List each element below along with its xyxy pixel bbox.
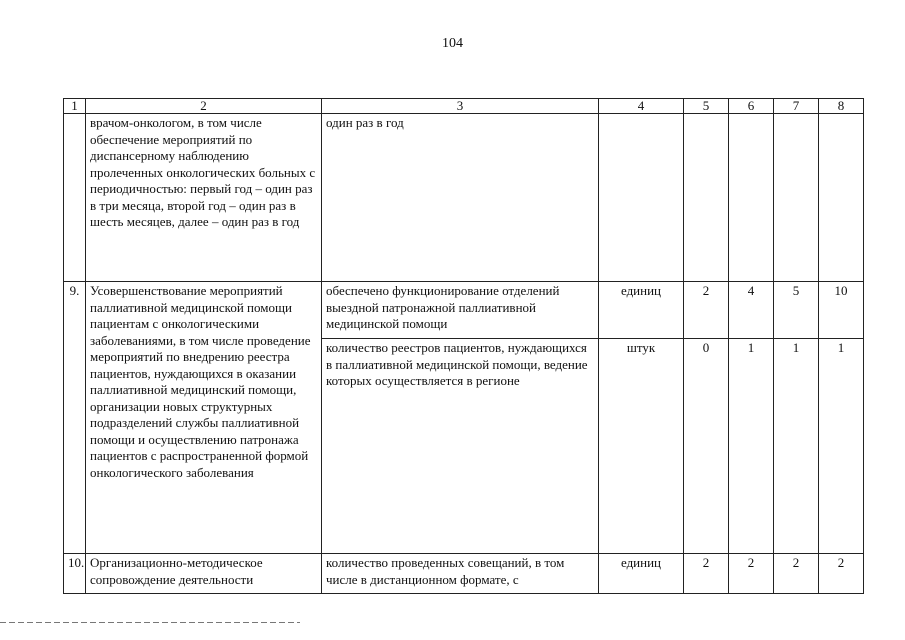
value-cell: 2 — [729, 554, 774, 594]
value-cell — [684, 114, 729, 282]
value-cell — [729, 114, 774, 282]
header-cell: 1 — [64, 99, 86, 114]
header-cell: 7 — [774, 99, 819, 114]
unit-cell: единиц — [599, 282, 684, 339]
header-cell: 3 — [322, 99, 599, 114]
unit-cell: единиц — [599, 554, 684, 594]
indicator-cell: обеспечено функционирование отделений выездной патронажной паллиативной медицинской помощи — [322, 282, 599, 339]
page-number: 104 — [442, 36, 463, 51]
value-cell: 1 — [729, 339, 774, 554]
value-cell: 0 — [684, 339, 729, 554]
value-cell: 10 — [819, 282, 864, 339]
table-header-row — [64, 99, 864, 114]
table-row — [64, 554, 864, 594]
value-cell: 1 — [819, 339, 864, 554]
task-cell: Организационно-методическое сопровождение деятельности — [86, 554, 322, 594]
row-number: 10. — [64, 554, 86, 594]
value-cell — [819, 114, 864, 282]
value-cell: 4 — [729, 282, 774, 339]
value-cell: 2 — [684, 554, 729, 594]
unit-cell — [599, 114, 684, 282]
task-cell: Усовершенствование мероприятий паллиативной медицинской помощи пациентам с онкологическими заболеваниями, в том числе проведение мероприятий по внедрению реестра пациентов, нуждающихся в оказании паллиативной медицинский помощи, организации новых структурных подразделений службы паллиативной помощи и осуществлению патронажа пациентов с распространенной формой онкологического заболевания — [86, 282, 322, 554]
row-number: 9. — [64, 282, 86, 554]
task-cell: врачом-онкологом, в том числе обеспечение мероприятий по диспансерному наблюдению пролеченных онкологических больных с периодичностью: первый год – один раз в три месяца, второй год – один раз в шесть месяцев, далее – один раз в год — [86, 114, 322, 282]
value-cell: 2 — [684, 282, 729, 339]
header-cell: 2 — [86, 99, 322, 114]
indicator-table — [63, 98, 864, 594]
value-cell: 2 — [774, 554, 819, 594]
value-cell: 5 — [774, 282, 819, 339]
page-edge-rule — [0, 622, 300, 623]
indicator-cell: один раз в год — [322, 114, 599, 282]
indicator-cell: количество реестров пациентов, нуждающихся в паллиативной медицинской помощи, ведение которых осуществляется в регионе — [322, 339, 599, 554]
row-number — [64, 114, 86, 282]
value-cell: 2 — [819, 554, 864, 594]
value-cell — [774, 114, 819, 282]
header-cell: 5 — [684, 99, 729, 114]
value-cell: 1 — [774, 339, 819, 554]
indicator-cell: количество проведенных совещаний, в том числе в дистанционном формате, с — [322, 554, 599, 594]
unit-cell: штук — [599, 339, 684, 554]
header-cell: 8 — [819, 99, 864, 114]
header-cell: 4 — [599, 99, 684, 114]
table-row — [64, 114, 864, 282]
table-row — [64, 282, 864, 339]
header-cell: 6 — [729, 99, 774, 114]
